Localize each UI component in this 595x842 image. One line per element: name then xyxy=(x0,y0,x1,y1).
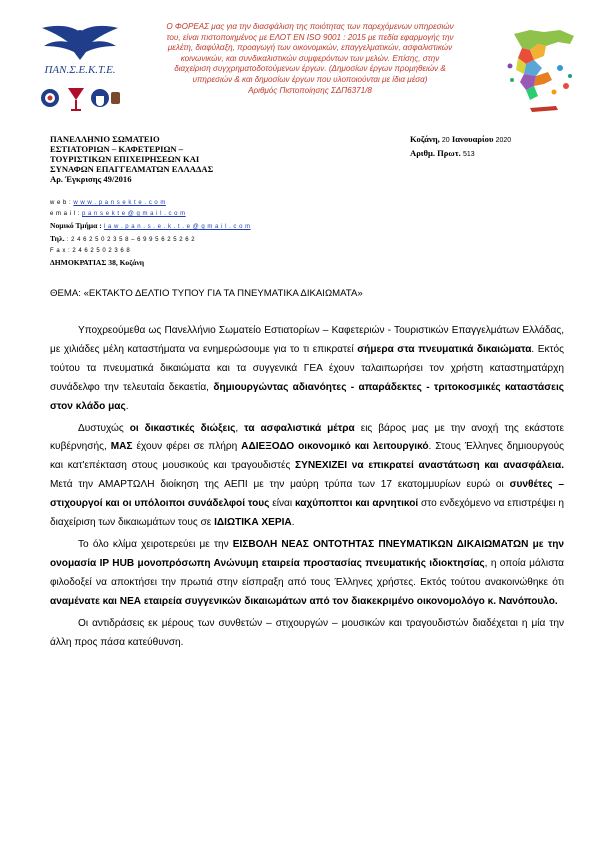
org-name-line: ΣΥΝΑΦΩΝ ΕΠΑΓΓΕΛΜΑΤΩΝ ΕΛΛΑΔΑΣ xyxy=(50,164,214,174)
paragraph-text: . Στους Έλληνες δημιουργούς και κατ'επέκταση στους μουσικούς και τραγουδιστές xyxy=(50,441,565,472)
protocol-line xyxy=(410,147,570,161)
paragraph-text: είναι xyxy=(269,498,295,510)
paragraph-text: Υποχρεούμεθα ως Πανελλήνιο Σωματείο Εστιατορίων – Καφετεριών - Τουριστικών Επαγγελμάτων Ελλάδας, με χιλιάδες μέλη καταστήματα να ενημερώσουμε για το τι επικρατεί xyxy=(50,325,564,355)
emphasis-text: τα ασφαλιστικά μέτρα xyxy=(244,422,355,434)
emphasis-text: αναμένατε και ΝΕΑ εταιρεία συγγενικών δικαιωμάτων από τον διακεκριμένο οικονομολόγο κ. Νανόπουλο. xyxy=(50,595,558,607)
legal-email-link[interactable]: l a w . p a n . s . e . k . t . e @ g m a i l . c o m xyxy=(103,224,251,230)
emphasis-text: οι δικαστικές διώξεις xyxy=(129,422,236,434)
paragraph-text: εις βάρος μας με την ανοχή της εκάστοτε κυβέρνησής, xyxy=(50,422,565,453)
paragraph-text: Οι αντιδράσεις εκ μέρους των συνθετών – στιχουργών – μουσικών και τραγουδιστών διαδέχεται η μία την άλλη προς πάσα κατεύθυνση. xyxy=(50,617,564,648)
paragraph-text: . xyxy=(125,400,129,412)
web-label: w e b : xyxy=(50,200,72,206)
place-label: Κοζάνη, xyxy=(410,134,440,144)
certification-line: μελέτη, διαφύλαξη, προαγωγή των οικονομικών, επαγγελματικών, ασφαλιστικών xyxy=(167,43,453,53)
org-name-line: ΕΣΤΙΑΤΟΡΙΩΝ – ΚΑΦΕΤΕΡΙΩΝ – xyxy=(50,144,184,154)
body-paragraph xyxy=(50,420,564,533)
legal-row xyxy=(50,220,310,233)
paragraph-text: . xyxy=(291,517,295,529)
date-day: 20 xyxy=(441,137,450,144)
emphasis-text: ΜΑΣ xyxy=(110,441,133,453)
org-name-line: ΤΟΥΡΙΣΤΙΚΩΝ ΕΠΙΧΕΙΡΗΣΕΩΝ ΚΑΙ xyxy=(50,154,200,164)
emphasis-text: συνθέτες – στιχουργοί και οι υπόλοιποι συνάδελφοί τους xyxy=(50,479,564,510)
web-row xyxy=(50,198,310,209)
subject-heading: ΘΕΜΑ: «ΕΚΤΑΚΤΟ ΔΕΛΤΙΟ ΤΥΠΟΥ ΓΙΑ ΤΑ ΠΝΕΥΜΑΤΙΚΑ ΔΙΚΑΙΩΜΑΤΑ» xyxy=(50,288,363,299)
tel-value: : 2 4 6 2 5 0 2 3 5 8 – 6 9 9 5 6 2 5 2 6 2 xyxy=(66,237,196,243)
emphasis-text: ΣΥΝΕΧΙΖΕΙ να επικρατεί αναστάτωση και ανασφάλεια. xyxy=(295,460,564,472)
emphasis-text: ΙΔΙΩΤΙΚΑ ΧΕΡΙΑ xyxy=(214,517,292,529)
paragraph-text: έχουν φέρει σε πλήρη xyxy=(132,441,242,453)
paragraph-text: . Εκτός τούτου τα πνευματικά δικαιώματα και τα συγγενικά ΓΕΑ έχουν ταλαιπωρήσει τον χρήστη καταστηματάρχη συνάδελφο την τελευταία δεκαετία, xyxy=(50,343,564,393)
fax-row: F a x : 2 4 6 2 5 0 2 3 6 8 xyxy=(50,248,131,254)
legal-label: Νομικό Τμήμα : xyxy=(50,221,102,230)
emphasis-text: ΕΙΣΒΟΛΗ ΝΕΑΣ ΟΝΤΟΤΗΤΑΣ ΠΝΕΥΜΑΤΙΚΩΝ ΔΙΚΑΙΩΜΑΤΩΝ με την ονομασία IP HUB μονοπρόσωπη Ανώνυμη εταιρεία προστασίας πνευματικής ιδιοκτησίας xyxy=(50,538,564,569)
body-paragraph xyxy=(50,322,564,417)
body-paragraph xyxy=(50,536,564,612)
emphasis-text: ΑΔΙΕΞΟΔΟ οικονομικό και λειτουργικό xyxy=(241,441,429,453)
certification-statement xyxy=(126,22,494,96)
certification-line: κοινωνικών, και συνδικαλιστικών συμφερόντων των μελών. Επίσης, στην xyxy=(180,53,440,63)
certification-line: Ο ΦΟΡΕΑΣ μας για την διασφάλιση της ποιότητας των παρεχόμενων υπηρεσιών xyxy=(166,22,454,31)
winged-figure-icon xyxy=(38,24,122,66)
tel-row xyxy=(50,233,310,246)
email-label: e m a i l : xyxy=(50,211,80,217)
date-year: 2020 xyxy=(495,137,512,144)
contact-block xyxy=(50,198,310,268)
certification-line: διαχείριση συγχρηματοδοτούμενων έργων. (Δημοσίων έργων προμηθειών & xyxy=(174,64,446,74)
protocol-number: 513 xyxy=(462,151,475,158)
paragraph-text: , xyxy=(235,422,245,434)
certification-number: Αριθμός Πιστοποίησης ΣΔΠ6371/8 xyxy=(248,85,372,95)
paragraph-text: στο ενδεχόμενο να επιστρέψει η διαχείριση των δικαιωμάτων τους σε xyxy=(50,498,564,529)
email-row xyxy=(50,209,310,220)
protocol-label: Αριθμ. Πρωτ. xyxy=(410,148,461,158)
certification-line: υπηρεσιών & και δημοσίων έργων που υλοποιούνται με ίδια μέσα) xyxy=(192,74,428,84)
date-line xyxy=(410,133,570,147)
tel-label: Τηλ. xyxy=(50,234,65,243)
press-release-body xyxy=(50,322,564,655)
body-paragraph xyxy=(50,615,564,653)
date-month: Ιανουαρίου xyxy=(451,134,494,144)
paragraph-text: Το όλο κλίμα χειροτερεύει με την xyxy=(78,538,233,550)
certification-line: του, είναι πιστοποιημένος με ΕΛΟΤ ΕΝ ISO 9001 : 2015 με πεδία εφαρμογής την xyxy=(166,32,454,42)
service-icons xyxy=(38,80,122,120)
paragraph-text: Μετά την ΑΜΑΡΤΩΛΗ διοίκηση της ΑΕΠΙ με την μαύρη τρύπα των 17 εκατομμυρίων ευρώ οι xyxy=(50,479,510,491)
paragraph-text: , η οποία μάλιστα φιλοδοξεί να αποκτήσει την πρωτιά στην είσπραξη από τους Έλληνες χρήστες. Εκτός τούτου ανακοινώθηκε ότι xyxy=(50,557,564,588)
emphasis-text: σήμερα στα πνευματικά δικαιώματα xyxy=(357,343,532,355)
logo-text: ΠΑΝ.Σ.Ε.Κ.Τ.Ε. xyxy=(44,64,116,76)
approval-number: Αρ. Έγκρισης 49/2016 xyxy=(50,174,132,184)
organization-logo xyxy=(38,24,122,124)
greece-map-icon xyxy=(500,28,580,114)
web-link[interactable]: w w w . p a n s e k t e . c o m xyxy=(73,200,166,206)
date-protocol-block xyxy=(410,133,570,161)
org-name-line: ΠΑΝΕΛΛΗΝΙΟ ΣΩΜΑΤΕΙΟ xyxy=(50,134,160,144)
email-link[interactable]: p a n s e k t e @ g m a i l . c o m xyxy=(82,211,186,217)
emphasis-text: δημιουργώντας αδιανόητες - απαράδεκτες - τριτοκοσμικές καταστάσεις στον κλάδο μας xyxy=(50,381,564,412)
emphasis-text: καχύποπτοι και αρνητικοί xyxy=(294,498,419,510)
address: ΔΗΜΟΚΡΑΤΙΑΣ 38, Κοζάνη xyxy=(50,258,145,267)
organization-block xyxy=(50,134,290,184)
paragraph-text: Δυστυχώς xyxy=(78,422,130,434)
